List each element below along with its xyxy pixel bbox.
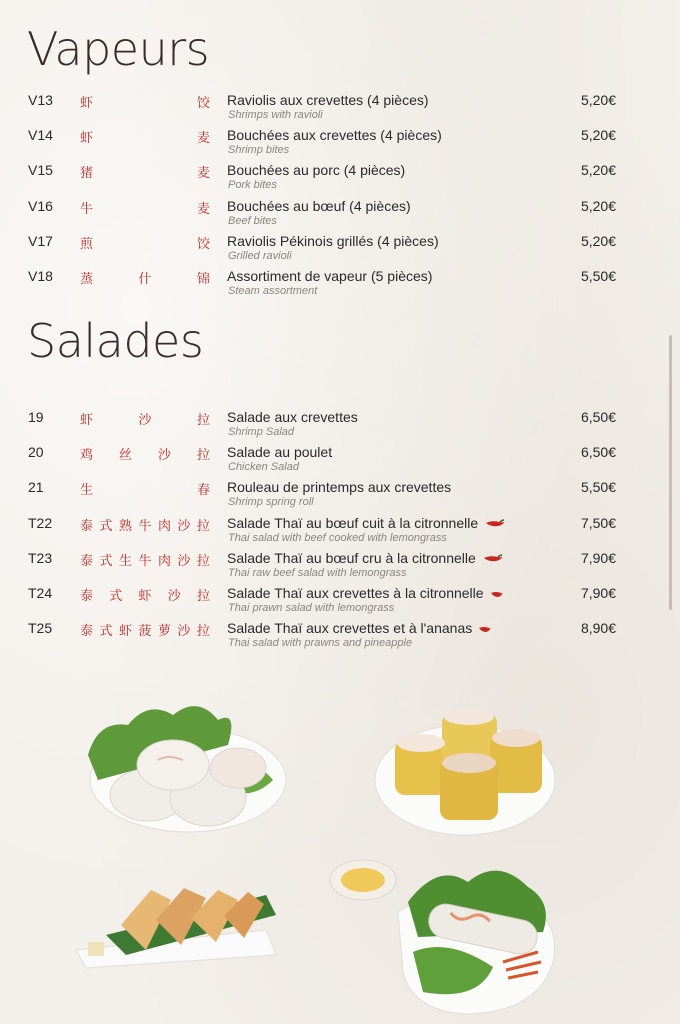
chili-icon [482, 554, 504, 564]
chinese-char: 式 [99, 553, 113, 569]
item-french-name [227, 585, 504, 601]
chinese-char: 牛 [80, 201, 94, 217]
item-english-name: Steam assortment [228, 285, 318, 297]
item-french-name [227, 515, 506, 531]
item-english-name: Shrimp spring roll [228, 496, 314, 509]
chinese-char: 牛 [138, 553, 152, 569]
menu-item [0, 198, 680, 232]
chili-icon [484, 519, 506, 529]
item-chinese-name [80, 620, 210, 638]
item-chinese-name [80, 409, 210, 427]
item-french-text: Raviolis Pékinois grillés (4 pièces) [227, 232, 439, 249]
item-price: 5,20€ [580, 92, 616, 108]
chinese-char: 拉 [196, 624, 210, 640]
item-chinese-name [80, 515, 210, 533]
item-code: V13 [28, 92, 53, 108]
menu-item [0, 233, 680, 267]
spring-roll-photo [328, 842, 568, 1022]
item-french-text: Assortiment de vapeur (5 pièces) [227, 268, 433, 284]
item-price: 6,50€ [580, 409, 616, 425]
menu-item [0, 92, 680, 126]
chinese-char: 泰 [80, 518, 94, 534]
item-code: 20 [28, 444, 44, 461]
chinese-char: 春 [196, 483, 210, 499]
item-french-name [227, 233, 439, 249]
chinese-char: 沙 [138, 413, 152, 428]
chinese-char: 式 [99, 624, 113, 640]
chinese-char: 肉 [157, 553, 171, 569]
chinese-char: 煎 [80, 236, 94, 252]
item-english-name: Thai salad with beef cooked with lemongrass [228, 531, 447, 544]
item-english-name: Shrimps with ravioli [228, 109, 323, 121]
chinese-char: 萝 [157, 624, 171, 640]
item-french-name [227, 409, 358, 425]
item-code: T22 [28, 514, 53, 531]
item-english-name: Grilled ravioli [228, 249, 292, 262]
item-price: 7,90€ [580, 549, 616, 566]
item-french-name [227, 550, 504, 566]
item-french-text: Salade Thaï aux crevettes à la citronnelle [227, 585, 484, 601]
item-french-text: Salade Thaï aux crevettes et à l'ananas [227, 620, 473, 637]
chinese-char: 锦 [196, 272, 210, 287]
menu-item [0, 409, 680, 443]
item-french-text: Raviolis aux crevettes (4 pièces) [227, 92, 429, 108]
chinese-char: 鸡 [80, 448, 94, 464]
item-chinese-name [80, 198, 210, 216]
item-price: 7,90€ [580, 585, 616, 601]
grilled-ravioli-photo [66, 880, 286, 970]
item-price: 5,50€ [580, 479, 616, 496]
chinese-char: 熟 [118, 518, 132, 534]
item-code: 19 [28, 409, 44, 425]
item-french-name [227, 620, 492, 636]
chinese-char: 什 [138, 272, 152, 287]
chinese-char: 式 [109, 589, 123, 604]
item-chinese-name [80, 162, 210, 180]
siu-mai-photo [370, 705, 560, 840]
chinese-char: 菠 [138, 624, 152, 640]
item-english-name: Thai raw beef salad with lemongrass [228, 566, 407, 579]
item-chinese-name [80, 268, 210, 286]
menu-item [0, 268, 680, 302]
chinese-char: 虾 [80, 96, 94, 111]
item-chinese-name [80, 92, 210, 110]
item-english-name: Pork bites [228, 179, 277, 192]
chinese-char: 拉 [196, 553, 210, 569]
chinese-char: 饺 [196, 236, 210, 252]
item-chinese-name [80, 585, 210, 603]
item-french-text: Rouleau de printemps aux crevettes [227, 479, 452, 496]
chinese-char: 虾 [80, 131, 94, 147]
item-english-name: Shrimp bites [228, 144, 290, 157]
item-chinese-name [80, 479, 210, 497]
menu-item [0, 585, 680, 619]
item-chinese-name [80, 550, 210, 568]
item-code: T24 [28, 585, 53, 601]
chinese-char: 生 [80, 483, 94, 499]
item-code: V14 [28, 127, 53, 144]
item-english-name: Shrimp Salad [228, 426, 295, 438]
item-price: 5,20€ [580, 232, 616, 249]
chinese-char: 泰 [80, 624, 94, 640]
section-title-salades: Salades [27, 314, 204, 368]
chili-icon [490, 590, 504, 599]
item-code: 21 [28, 479, 44, 496]
item-french-text: Bouchées au bœuf (4 pièces) [227, 197, 411, 214]
item-chinese-name [80, 233, 210, 251]
item-english-name: Beef bites [228, 214, 277, 227]
chinese-char: 猪 [80, 166, 94, 182]
item-french-name [227, 479, 451, 495]
chinese-char: 麦 [196, 131, 210, 147]
chinese-char: 虾 [138, 589, 152, 604]
chili-icon [478, 625, 492, 634]
item-french-name [227, 127, 442, 143]
item-code: T23 [28, 549, 53, 566]
chinese-char: 麦 [196, 166, 210, 182]
item-english-name: Thai salad with prawns and pineapple [228, 637, 413, 650]
chinese-char: 泰 [80, 553, 94, 569]
chinese-char: 拉 [196, 413, 210, 428]
menu-item [0, 620, 680, 654]
item-french-text: Bouchées au porc (4 pièces) [227, 162, 406, 179]
item-french-text: Bouchées aux crevettes (4 pièces) [227, 127, 442, 144]
item-price: 5,50€ [580, 268, 616, 284]
item-chinese-name [80, 127, 210, 145]
chinese-char: 生 [118, 553, 132, 569]
scrollbar[interactable] [669, 335, 672, 610]
chinese-char: 泰 [80, 589, 94, 604]
chinese-char: 沙 [177, 518, 191, 534]
item-french-text: Salade au poulet [227, 444, 333, 461]
item-price: 8,90€ [580, 620, 616, 637]
item-code: V15 [28, 162, 53, 179]
item-code: V18 [28, 268, 53, 284]
menu-item [0, 162, 680, 196]
menu-item [0, 515, 680, 549]
chinese-char: 沙 [157, 448, 171, 464]
chinese-char: 麦 [196, 201, 210, 217]
chinese-char: 虾 [118, 624, 132, 640]
menu-item [0, 444, 680, 478]
shrimp-dumplings-photo [78, 690, 290, 840]
chinese-char: 丝 [118, 448, 132, 464]
item-english-name: Thai prawn salad with lemongrass [228, 602, 395, 614]
item-french-name [227, 198, 411, 214]
section-title-vapeurs: Vapeurs [27, 22, 210, 76]
chinese-char: 肉 [157, 518, 171, 534]
chinese-char: 牛 [138, 518, 152, 534]
item-price: 5,20€ [580, 197, 616, 214]
chinese-char: 拉 [196, 518, 210, 534]
menu-item [0, 479, 680, 513]
item-french-name [227, 162, 405, 178]
item-price: 6,50€ [580, 444, 616, 461]
item-french-name [227, 444, 332, 460]
item-chinese-name [80, 444, 210, 462]
item-french-text: Salade Thaï au bœuf cru à la citronnelle [227, 549, 476, 566]
chinese-char: 虾 [80, 413, 94, 428]
chinese-char: 沙 [177, 624, 191, 640]
chinese-char: 拉 [196, 589, 210, 604]
item-price: 5,20€ [580, 127, 616, 144]
item-price: 5,20€ [580, 162, 616, 179]
item-price: 7,50€ [580, 514, 616, 531]
item-french-text: Salade Thaï au bœuf cuit à la citronnelle [227, 514, 479, 531]
chinese-char: 沙 [167, 589, 181, 604]
item-french-text: Salade aux crevettes [227, 409, 358, 425]
menu-item [0, 550, 680, 584]
item-french-name [227, 92, 429, 108]
chinese-char: 式 [99, 518, 113, 534]
chinese-char: 饺 [196, 96, 210, 111]
chinese-char: 拉 [196, 448, 210, 464]
item-code: T25 [28, 620, 53, 637]
item-french-name [227, 268, 432, 284]
item-code: V17 [28, 232, 53, 249]
chinese-char: 蒸 [80, 272, 94, 287]
menu-item [0, 127, 680, 161]
item-code: V16 [28, 197, 53, 214]
chinese-char: 沙 [177, 553, 191, 569]
item-english-name: Chicken Salad [228, 461, 299, 474]
